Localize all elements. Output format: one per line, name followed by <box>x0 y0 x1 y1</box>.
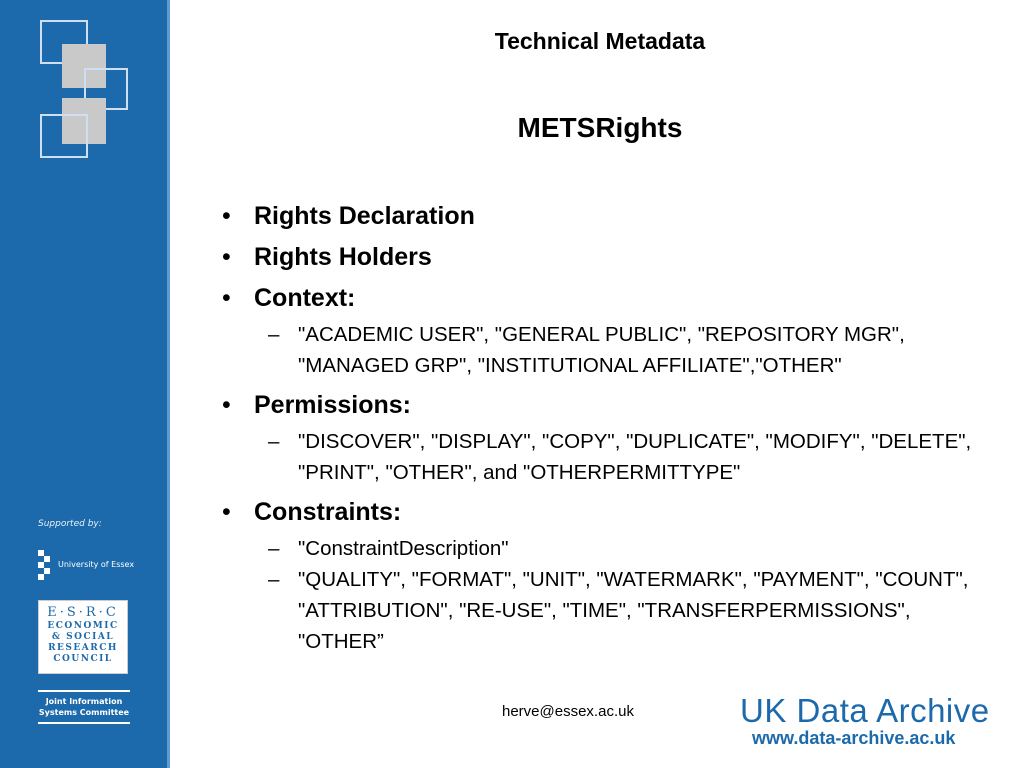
bullet-item: • Rights Declaration <box>218 196 998 237</box>
essex-logo-text: University of Essex <box>58 560 135 569</box>
sidebar-edge <box>167 0 170 768</box>
sub-bullet-item: – "QUALITY", "FORMAT", "UNIT", "WATERMARK", "PAYMENT", "COUNT", "ATTRIBUTION", "RE-USE", "TIME", "TRANSFERPERMISSIONS", "OTHER” <box>218 564 998 657</box>
slide-title: Technical Metadata <box>494 28 706 54</box>
jisc-logo <box>38 690 130 724</box>
slide-subtitle: METSRights <box>517 112 683 143</box>
uk-data-archive-logo-url: www.data-archive.ac.uk <box>752 728 956 748</box>
esrc-logo-line: RESEARCH <box>48 643 118 653</box>
esrc-logo-line: & SOCIAL <box>51 632 115 642</box>
sidebar-panel <box>0 0 170 768</box>
esrc-logo <box>38 600 128 674</box>
sub-bullet-item: – "ConstraintDescription" <box>218 533 998 564</box>
sub-bullet-item: – "ACADEMIC USER", "GENERAL PUBLIC", "REPOSITORY MGR", "MANAGED GRP", "INSTITUTIONAL AFFILIATE","OTHER" <box>218 319 998 381</box>
supported-by-label: Supported by: <box>38 519 102 529</box>
bullet-item: • Permissions: <box>218 385 998 426</box>
bullet-item: • Rights Holders <box>218 237 998 278</box>
jisc-line-1: Joint Information <box>45 697 123 706</box>
bullet-item: • Constraints: <box>218 492 998 533</box>
bullet-list <box>218 196 998 661</box>
uk-data-archive-logo-title: UK Data Archive <box>740 692 990 729</box>
esrc-logo-line: ECONOMIC <box>47 621 119 631</box>
footer-email: herve@essex.ac.uk <box>502 703 634 720</box>
sub-bullet-item: – "DISCOVER", "DISPLAY", "COPY", "DUPLICATE", "MODIFY", "DELETE", "PRINT", "OTHER", and "OTHERPERMITTYPE" <box>218 426 998 488</box>
bullet-item: • Context: <box>218 278 998 319</box>
jisc-line-2: Systems Committee <box>38 708 130 717</box>
jisc-logo-text <box>38 692 130 718</box>
university-of-essex-logo <box>36 548 136 584</box>
esrc-logo-line: COUNCIL <box>53 654 113 664</box>
esrc-logo-acronym: E·S·R·C <box>47 605 119 620</box>
